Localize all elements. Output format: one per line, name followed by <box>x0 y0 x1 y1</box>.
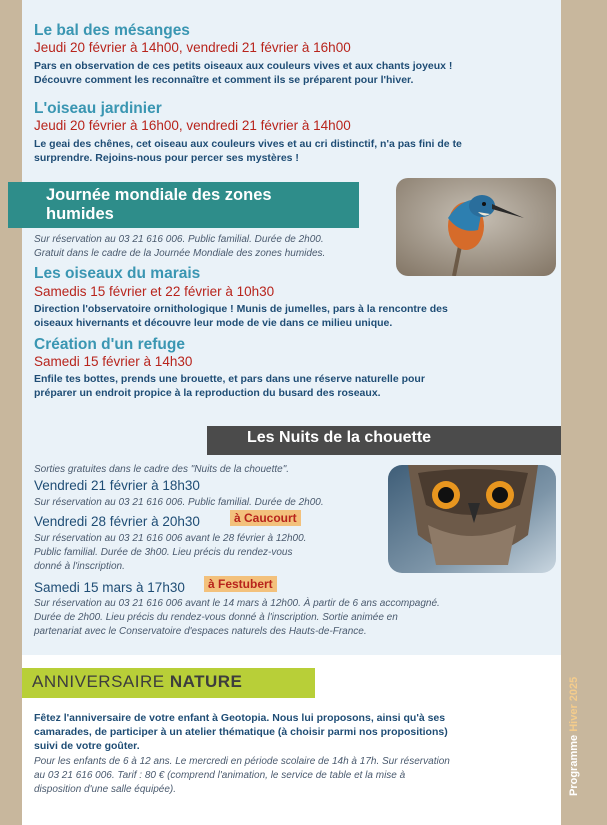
event-description-line: préparer un endroit propice à la reproduction du busard des roseaux. <box>34 387 381 399</box>
section-heading-owl-nights <box>207 426 561 455</box>
wetlands-info-line: Gratuit dans le cadre de la Journée Mondiale des zones humides. <box>34 248 326 259</box>
location-badge: à Caucourt <box>230 510 301 526</box>
birthday-description-line: suivi de votre goûter. <box>34 740 140 752</box>
event-description-line: Direction l'observatoire ornithologique ! Munis de jumelles, pars à la rencontre des <box>34 303 448 315</box>
event-description-line: Enfile tes bottes, prends une brouette, et pars dans une réserve naturelle pour <box>34 373 425 385</box>
owl-photo <box>388 465 556 573</box>
event-title: Création d'un refuge <box>34 336 185 353</box>
session-info-line: Public familial. Durée de 3h00. Lieu précis du rendez-vous <box>34 547 293 558</box>
wetlands-info-line: Sur réservation au 03 21 616 006. Public familial. Durée de 2h00. <box>34 234 324 245</box>
section-heading-text: Les Nuits de la chouette <box>247 429 432 446</box>
event-description-line: Pars en observation de ces petits oiseaux aux couleurs vives et aux chants joyeux ! <box>34 60 453 72</box>
birthday-info-line: disposition d'une salle équipée). <box>34 784 177 795</box>
owl-nights-intro: Sorties gratuites dans le cadre des "Nuits de la chouette". <box>34 464 290 475</box>
event-title: Les oiseaux du marais <box>34 265 201 282</box>
side-tab-label: Programme <box>568 734 580 796</box>
session-info-line: Durée de 2h00. Lieu précis du rendez-vous donné à l'inscription. Sortie animée en <box>34 612 398 623</box>
event-date: Jeudi 20 février à 14h00, vendredi 21 février à 16h00 <box>34 40 351 55</box>
session-info-line: donné à l'inscription. <box>34 561 125 572</box>
section-heading-line: Journée mondiale des zones <box>46 186 272 204</box>
section-heading-wetlands <box>8 182 359 228</box>
birthday-description-line: Fêtez l'anniversaire de votre enfant à Geotopia. Nous lui proposons, ainsi qu'à ses <box>34 712 446 724</box>
event-title: Le bal des mésanges <box>34 22 190 39</box>
section-heading-line: humides <box>46 205 114 223</box>
left-border-band <box>0 0 22 825</box>
event-date: Samedi 15 février à 14h30 <box>34 354 193 369</box>
session-info-line: partenariat avec le Conservatoire d'espaces naturels des Hauts-de-France. <box>34 626 367 637</box>
side-tab-season: Hiver 2025 <box>568 676 580 732</box>
location-badge: à Festubert <box>204 576 277 592</box>
event-description-line: Le geai des chênes, cet oiseau aux couleurs vives et au cri distinctif, n'a pas fini de te <box>34 138 462 150</box>
event-description-line: Découvre comment les reconnaître et comment ils se préparent pour l'hiver. <box>34 74 414 86</box>
kingfisher-photo <box>396 178 556 276</box>
session-info-line: Sur réservation au 03 21 616 006 avant le 28 février à 12h00. <box>34 533 307 544</box>
event-date: Jeudi 20 février à 16h00, vendredi 21 février à 14h00 <box>34 118 351 133</box>
side-tab <box>566 676 582 798</box>
session-date: Vendredi 21 février à 18h30 <box>34 478 200 493</box>
session-date: Samedi 15 mars à 17h30 <box>34 580 185 595</box>
section-heading-bold: NATURE <box>169 672 243 691</box>
birthday-info-line: Pour les enfants de 6 à 12 ans. Le mercredi en période scolaire de 14h à 17h. Sur réservation <box>34 756 450 767</box>
birthday-description-line: camarades, de participer à un atelier thématique (à choisir parmi nos propositions) <box>34 726 448 738</box>
section-heading-birthday <box>22 668 315 698</box>
event-description-line: surprendre. Rejoins-nous pour percer ses mystères ! <box>34 152 299 164</box>
session-info-line: Sur réservation au 03 21 616 006. Public familial. Durée de 2h00. <box>34 497 324 508</box>
session-info-line: Sur réservation au 03 21 616 006 avant le 14 mars à 12h00. À partir de 6 ans accompagné. <box>34 598 440 609</box>
birthday-info-line: au 03 21 616 006. Tarif : 80 € (comprend l'animation, le service de table et la mise à <box>34 770 406 781</box>
event-description-line: oiseaux hivernants et découvre leur mode de vie dans ce milieu unique. <box>34 317 393 329</box>
section-heading-light: ANNIVERSAIRE <box>32 672 165 691</box>
event-title: L'oiseau jardinier <box>34 100 162 117</box>
session-date: Vendredi 28 février à 20h30 <box>34 514 200 529</box>
event-date: Samedis 15 février et 22 février à 10h30 <box>34 284 275 299</box>
